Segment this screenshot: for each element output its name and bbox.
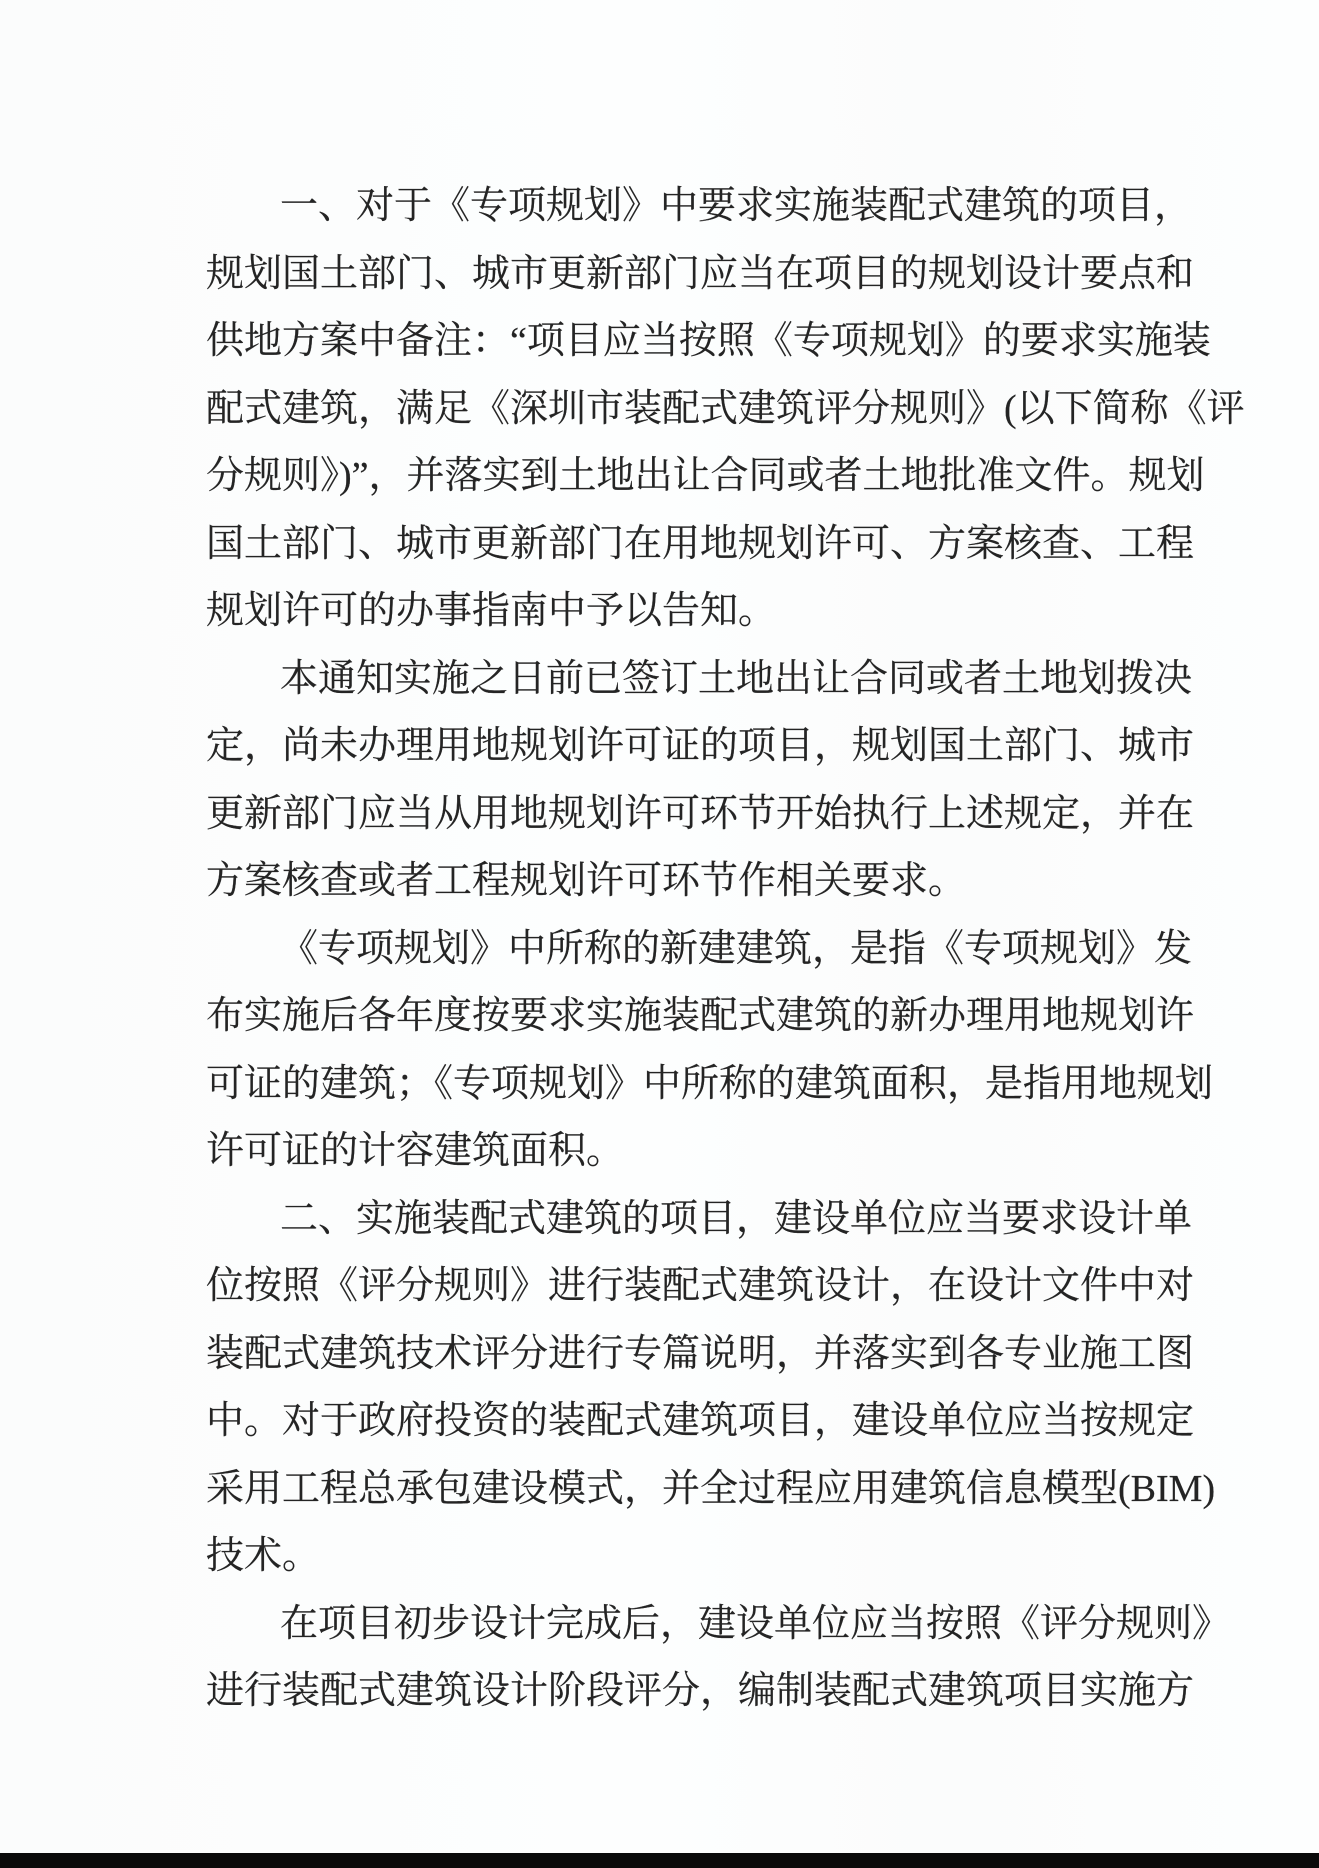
text-line: 中。对于政府投资的装配式建筑项目，建设单位应当按规定	[206, 1400, 1195, 1442]
text-line: 配式建筑，满足《深圳市装配式建筑评分规则》(以下简称《评	[206, 387, 1245, 430]
text-line: 许可证的计容建筑面积。	[206, 1130, 625, 1172]
text-line: 供地方案中备注：“项目应当按照《专项规划》的要求实施装	[206, 320, 1211, 362]
text-line: 布实施后各年度按要求实施装配式建筑的新办理用地规划许	[206, 995, 1195, 1037]
document-body-text	[206, 173, 1245, 1726]
text-line: 装配式建筑技术评分进行专篇说明，并落实到各专业施工图	[206, 1332, 1195, 1375]
text-line: 位按照《评分规则》进行装配式建筑设计，在设计文件中对	[206, 1265, 1195, 1307]
paragraph	[206, 646, 1195, 916]
text-line: 本通知实施之日前已签订土地出让合同或者土地划拨决	[280, 657, 1193, 700]
text-line: 分规则》)”，并落实到土地出让合同或者土地批准文件。规划	[206, 455, 1205, 497]
paragraph	[206, 173, 1245, 646]
text-line: 《专项规划》中所称的新建建筑，是指《专项规划》发	[280, 927, 1193, 970]
text-line: 二、实施装配式建筑的项目，建设单位应当要求设计单	[280, 1197, 1193, 1240]
paragraph	[206, 1591, 1231, 1726]
text-line: 国土部门、城市更新部门在用地规划许可、方案核查、工程	[206, 522, 1195, 565]
text-line: 更新部门应当从用地规划许可环节开始执行上述规定，并在	[206, 792, 1195, 835]
text-line: 技术。	[206, 1535, 321, 1577]
paragraph	[206, 1186, 1216, 1591]
text-line: 在项目初步设计完成后，建设单位应当按照《评分规则》	[280, 1602, 1231, 1645]
text-line: 可证的建筑；《专项规划》中所称的建筑面积，是指用地规划	[206, 1062, 1214, 1105]
text-line: 方案核查或者工程规划许可环节作相关要求。	[206, 860, 967, 902]
text-line: 规划国土部门、城市更新部门应当在项目的规划设计要点和	[206, 252, 1195, 295]
text-line: 采用工程总承包建设模式，并全过程应用建筑信息模型(BIM)	[206, 1467, 1216, 1510]
paragraph	[206, 916, 1214, 1186]
scan-edge-bar	[0, 1853, 1319, 1868]
text-line: 进行装配式建筑设计阶段评分，编制装配式建筑项目实施方	[206, 1670, 1195, 1712]
text-line: 定，尚未办理用地规划许可证的项目，规划国土部门、城市	[206, 725, 1195, 767]
text-line: 一、对于《专项规划》中要求实施装配式建筑的项目，	[280, 185, 1193, 227]
text-line: 规划许可的办事指南中予以告知。	[206, 590, 777, 632]
